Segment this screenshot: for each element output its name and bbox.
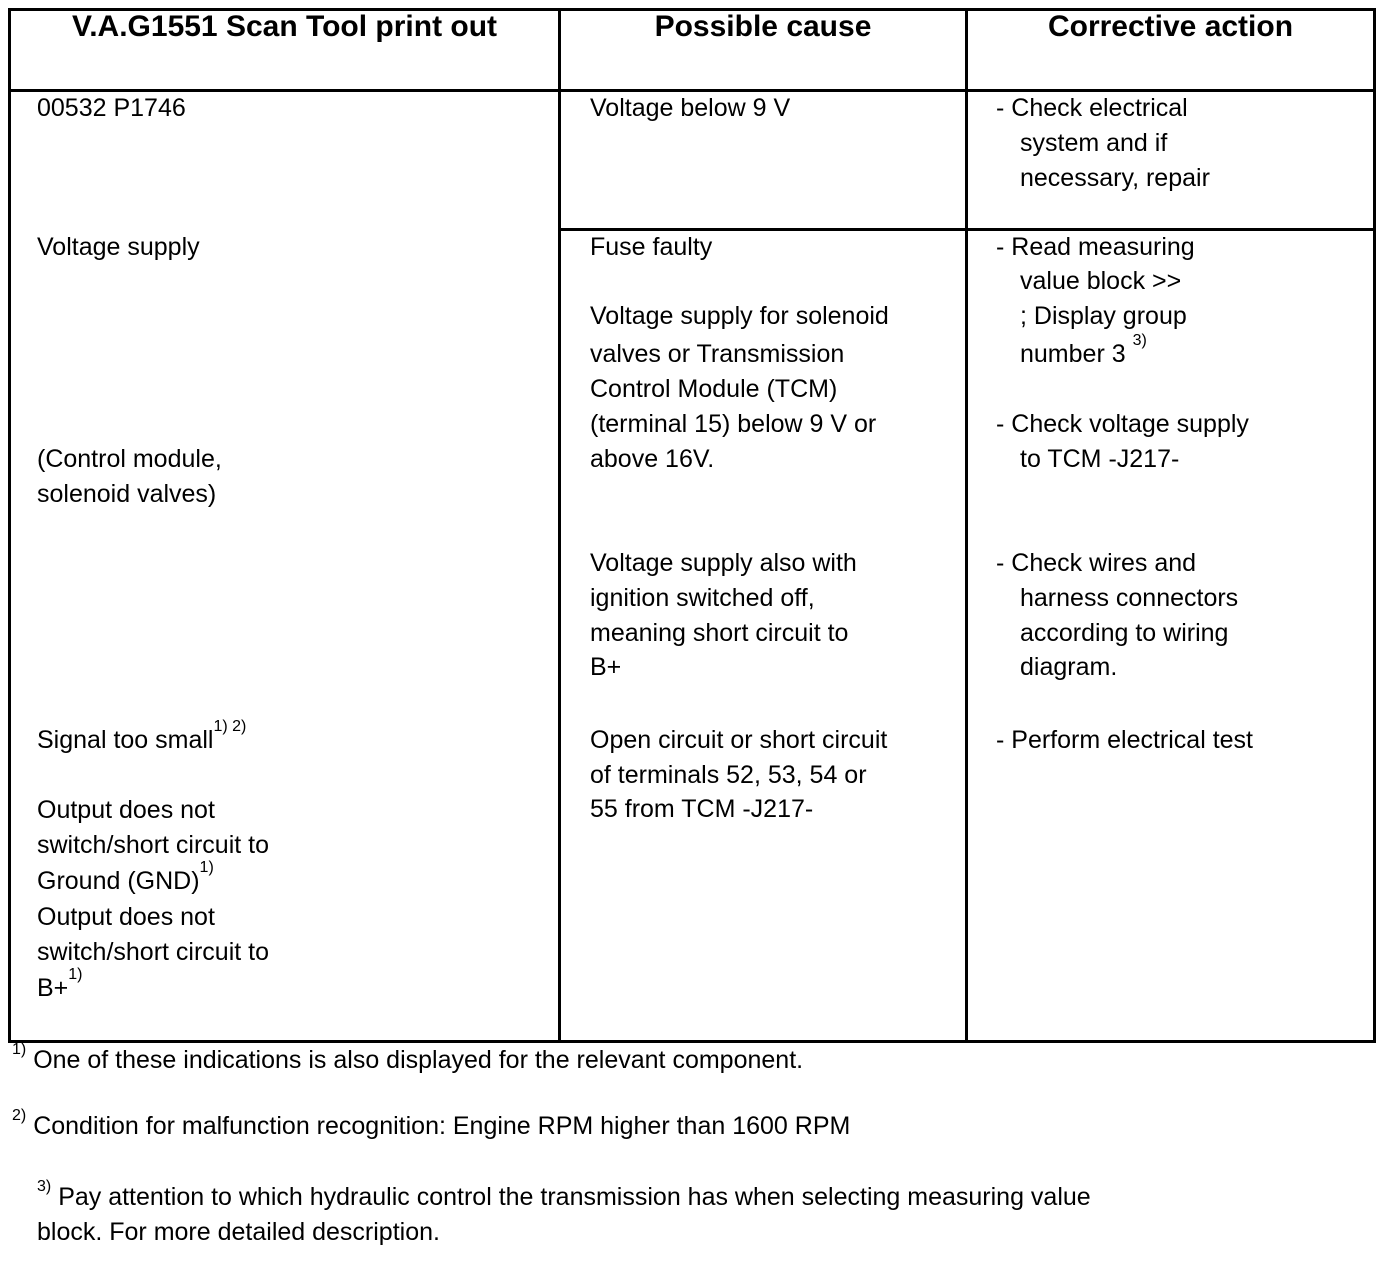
action-read-block-line4: number 3 $^{3)}$	[1020, 332, 1147, 368]
action-check-electrical-line2: system and if	[1020, 129, 1168, 157]
cause-ignition-line2: ignition switched off,	[590, 584, 815, 612]
cause-voltage-supply-line2: valves or Transmission	[590, 340, 845, 368]
cause-voltage-supply-line5: above 16V.	[590, 445, 715, 473]
footnote-ref: 1) 2)	[213, 718, 247, 735]
action-check-wires-line4: diagram.	[1020, 653, 1118, 681]
footnote-ref: 1)	[68, 966, 83, 983]
fault-code: 00532 P1746	[37, 94, 186, 122]
action-read-block-line2: value block >>	[1020, 267, 1182, 295]
fault-output-gnd-line3: Ground (GND)$^{1)}$	[37, 859, 214, 895]
cause-open-circuit-line1: Open circuit or short circuit	[590, 726, 888, 754]
action-electrical-test: - Perform electrical test	[996, 726, 1254, 754]
cause-open-circuit-line2: of terminals 52, 53, 54 or	[590, 761, 867, 789]
action-check-voltage-line1: - Check voltage supply	[996, 410, 1249, 438]
cause-ignition-line1: Voltage supply also with	[590, 549, 857, 577]
cause-voltage-below: Voltage below 9 V	[590, 94, 791, 122]
fault-control-module-line1: (Control module,	[37, 445, 222, 473]
action-check-wires-line2: harness connectors	[1020, 584, 1239, 612]
action-check-wires-line1: - Check wires and	[996, 549, 1197, 577]
footnote-3-line1: $^{3)}$ Pay attention to which hydraulic control the transmission has when selecting measuring value	[37, 1178, 1091, 1211]
cause-voltage-supply-line4: (terminal 15) below 9 V or	[590, 410, 877, 438]
fault-control-module-line2: solenoid valves)	[37, 480, 217, 508]
column-divider-1	[558, 8, 561, 1043]
action-read-block-line1: - Read measuring	[996, 233, 1195, 261]
fault-output-gnd-line2: switch/short circuit to	[37, 831, 270, 859]
footnote-2: $^{2)}$ Condition for malfunction recognition: Engine RPM higher than 1600 RPM	[12, 1107, 851, 1140]
fault-output-b-line2: switch/short circuit to	[37, 938, 270, 966]
cause-voltage-supply-line3: Control Module (TCM)	[590, 375, 838, 403]
header-scan-tool: V.A.G1551 Scan Tool print out	[71, 10, 498, 43]
header-corrective-action: Corrective action	[1047, 10, 1294, 43]
fault-output-gnd-line1: Output does not	[37, 796, 215, 824]
fault-signal-too-small: Signal too small$^{1) 2)}$	[37, 718, 247, 754]
header-possible-cause: Possible cause	[654, 10, 872, 43]
cause-open-circuit-line3: 55 from TCM -J217-	[590, 795, 814, 823]
cause-ignition-line3: meaning short circuit to	[590, 619, 849, 647]
fault-output-b-line3: B+$^{1)}$	[37, 966, 83, 1002]
cause-fuse-faulty: Fuse faulty	[590, 233, 713, 261]
footnote-ref: 3)	[1132, 332, 1147, 349]
fault-voltage-supply: Voltage supply	[37, 233, 200, 261]
column-divider-2	[965, 8, 968, 1043]
action-check-voltage-line2: to TCM -J217-	[1020, 445, 1180, 473]
footnote-ref: 1)	[199, 859, 214, 876]
action-check-wires-line3: according to wiring	[1020, 619, 1229, 647]
fault-output-b-line1: Output does not	[37, 903, 215, 931]
footnote-3-line2: block. For more detailed description.	[37, 1218, 440, 1246]
footnote-1: $^{1)}$ One of these indications is also displayed for the relevant component.	[12, 1041, 804, 1074]
action-check-electrical-line3: necessary, repair	[1020, 164, 1210, 192]
action-read-block-line3: ; Display group	[1020, 302, 1187, 330]
cause-voltage-supply-line1: Voltage supply for solenoid	[590, 302, 889, 330]
action-check-electrical-line1: - Check electrical	[996, 94, 1188, 122]
cause-ignition-line4: B+	[590, 653, 622, 681]
